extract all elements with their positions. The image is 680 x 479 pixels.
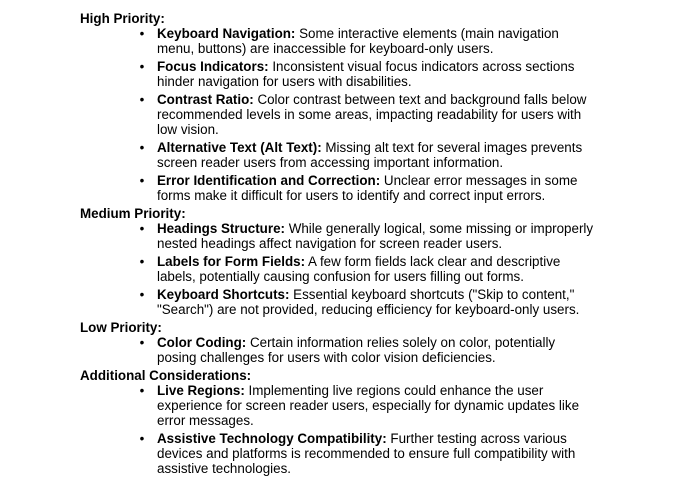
item-description: Certain information relies solely on color, potentially posing challenges for users with color vision deficiencies. (157, 335, 556, 365)
bullet-icon: • (139, 92, 145, 107)
item-term: Keyboard Shortcuts: (157, 287, 290, 302)
item-term: Assistive Technology Compatibility: (157, 431, 387, 446)
bullet-icon: • (139, 26, 145, 41)
item-term: Labels for Form Fields: (157, 254, 306, 269)
section-heading: Low Priority: (80, 320, 162, 335)
section-heading: Additional Considerations: (80, 368, 252, 383)
item-term: Error Identification and Correction: (157, 173, 381, 188)
item-term: Headings Structure: (157, 221, 285, 236)
bullet-icon: • (139, 431, 145, 446)
document-body (80, 11, 660, 479)
bullet-list (80, 221, 660, 317)
bullet-icon: • (139, 221, 145, 236)
item-term: Live Regions: (157, 383, 245, 398)
bullet-icon: • (139, 254, 145, 269)
item-description: Essential keyboard shortcuts ("Skip to content," "Search") are not provided, reducing efficiency for keyboard-only users. (157, 287, 580, 317)
item-description: Inconsistent visual focus indicators across sections hinder navigation for users with disabilities. (157, 59, 575, 89)
item-term: Alternative Text (Alt Text): (157, 140, 322, 155)
item-description: Some interactive elements (main navigation menu, buttons) are inaccessible for keyboard-only users. (157, 26, 559, 56)
bullet-list (80, 335, 660, 365)
bullet-icon: • (139, 287, 145, 302)
section (80, 368, 660, 476)
section (80, 11, 660, 203)
item-term: Color Coding: (157, 335, 247, 350)
bullet-list (80, 26, 660, 203)
list-item (80, 173, 595, 203)
item-description: Color contrast between text and background falls below recommended levels in some areas, impacting readability for users with low vision. (157, 92, 587, 137)
bullet-list (80, 383, 660, 476)
bullet-icon: • (139, 140, 145, 155)
section (80, 206, 660, 317)
item-description: Unclear error messages in some forms make it difficult for users to identify and correct input errors. (157, 173, 578, 203)
item-term: Contrast Ratio: (157, 92, 254, 107)
bullet-icon: • (139, 59, 145, 74)
item-description: Missing alt text for several images prevents screen reader users from accessing important information. (157, 140, 583, 170)
bullet-icon: • (139, 173, 145, 188)
item-description: Further testing across various devices and platforms is recommended to ensure full compatibility with assistive technologies. (157, 431, 576, 476)
bullet-icon: • (139, 383, 145, 398)
item-description: A few form fields lack clear and descriptive labels, potentially causing confusion for users filling out forms. (157, 254, 561, 284)
list-item (80, 59, 595, 89)
item-term: Focus Indicators: (157, 59, 269, 74)
section (80, 320, 660, 365)
list-item (80, 221, 595, 251)
list-item (80, 92, 595, 137)
section-heading: Medium Priority: (80, 206, 186, 221)
item-term: Keyboard Navigation: (157, 26, 296, 41)
section-heading: High Priority: (80, 11, 165, 26)
list-item (80, 383, 595, 428)
list-item (80, 287, 595, 317)
list-item (80, 254, 595, 284)
list-item (80, 335, 595, 365)
list-item (80, 431, 595, 476)
bullet-icon: • (139, 335, 145, 350)
item-description: While generally logical, some missing or improperly nested headings affect navigation for screen reader users. (157, 221, 594, 251)
list-item (80, 140, 595, 170)
list-item (80, 26, 595, 56)
item-description: Implementing live regions could enhance the user experience for screen reader users, especially for dynamic updates like error messages. (157, 383, 580, 428)
